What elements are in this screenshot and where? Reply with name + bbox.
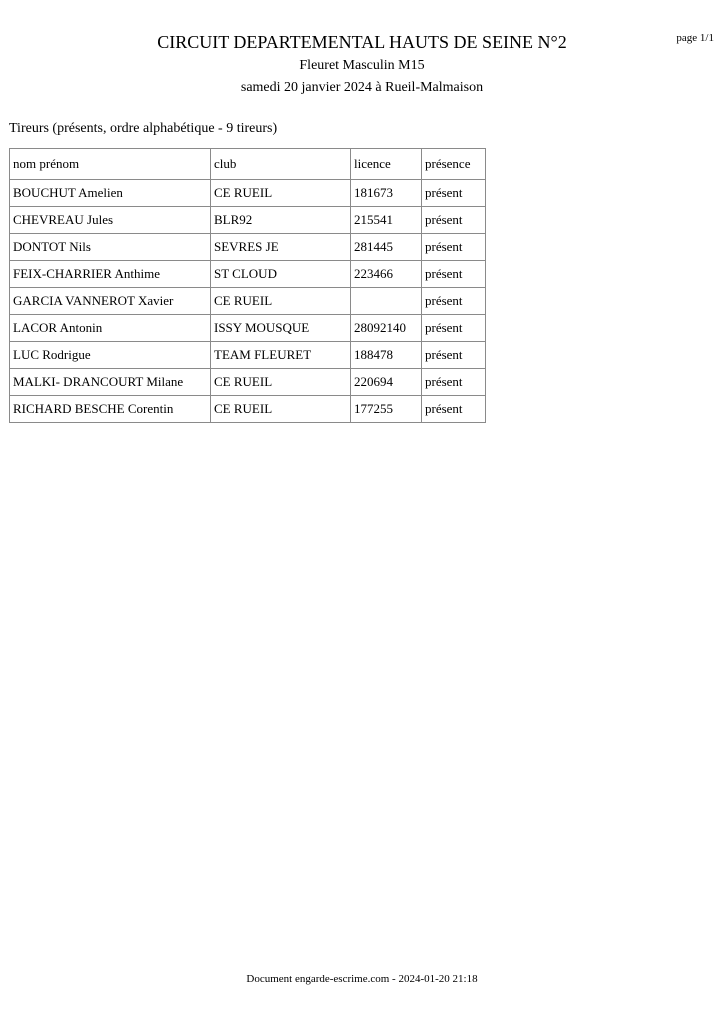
cell-name: CHEVREAU Jules	[10, 207, 211, 234]
cell-presence: présent	[422, 180, 486, 207]
cell-name: LACOR Antonin	[10, 315, 211, 342]
cell-presence: présent	[422, 315, 486, 342]
competition-subtitle: Fleuret Masculin M15	[299, 58, 425, 73]
document-footer: Document engarde-escrime.com - 2024-01-20 21:18	[246, 973, 478, 985]
page-title: CIRCUIT DEPARTEMENTAL HAUTS DE SEINE N°2	[157, 32, 567, 52]
cell-licence: 28092140	[351, 315, 422, 342]
cell-licence: 215541	[351, 207, 422, 234]
column-header-club: club	[211, 149, 351, 180]
page-number: page 1/1	[676, 32, 714, 44]
cell-licence: 177255	[351, 396, 422, 423]
column-header-presence: présence	[422, 149, 486, 180]
cell-club: CE RUEIL	[211, 180, 351, 207]
table-row	[10, 261, 486, 288]
date-location: samedi 20 janvier 2024 à Rueil-Malmaison	[240, 80, 484, 95]
cell-name: RICHARD BESCHE Corentin	[10, 396, 211, 423]
column-header-licence: licence	[351, 149, 422, 180]
cell-club: CE RUEIL	[211, 369, 351, 396]
cell-presence: présent	[422, 234, 486, 261]
cell-club: CE RUEIL	[211, 396, 351, 423]
cell-presence: présent	[422, 396, 486, 423]
cell-name: MALKI- DRANCOURT Milane	[10, 369, 211, 396]
cell-presence: présent	[422, 369, 486, 396]
cell-presence: présent	[422, 342, 486, 369]
cell-presence: présent	[422, 288, 486, 315]
cell-club: ST CLOUD	[211, 261, 351, 288]
cell-name: BOUCHUT Amelien	[10, 180, 211, 207]
table-row	[10, 369, 486, 396]
cell-name: GARCIA VANNEROT Xavier	[10, 288, 211, 315]
table-row	[10, 207, 486, 234]
cell-club: SEVRES JE	[211, 234, 351, 261]
cell-club: ISSY MOUSQUE	[211, 315, 351, 342]
section-title: Tireurs (présents, ordre alphabétique - 9 tireurs)	[9, 121, 278, 136]
cell-club: BLR92	[211, 207, 351, 234]
cell-licence	[351, 288, 422, 315]
cell-name: LUC Rodrigue	[10, 342, 211, 369]
cell-licence: 220694	[351, 369, 422, 396]
table-row	[10, 315, 486, 342]
cell-licence: 223466	[351, 261, 422, 288]
cell-club: CE RUEIL	[211, 288, 351, 315]
cell-licence: 281445	[351, 234, 422, 261]
column-header-name: nom prénom	[10, 149, 211, 180]
cell-licence: 181673	[351, 180, 422, 207]
table-row	[10, 234, 486, 261]
table-row	[10, 342, 486, 369]
cell-presence: présent	[422, 261, 486, 288]
cell-name: FEIX-CHARRIER Anthime	[10, 261, 211, 288]
table-row	[10, 396, 486, 423]
cell-presence: présent	[422, 207, 486, 234]
table-row	[10, 288, 486, 315]
cell-licence: 188478	[351, 342, 422, 369]
fencers-table	[9, 148, 486, 423]
table-header-row	[10, 149, 486, 180]
cell-name: DONTOT Nils	[10, 234, 211, 261]
cell-club: TEAM FLEURET	[211, 342, 351, 369]
table-row	[10, 180, 486, 207]
